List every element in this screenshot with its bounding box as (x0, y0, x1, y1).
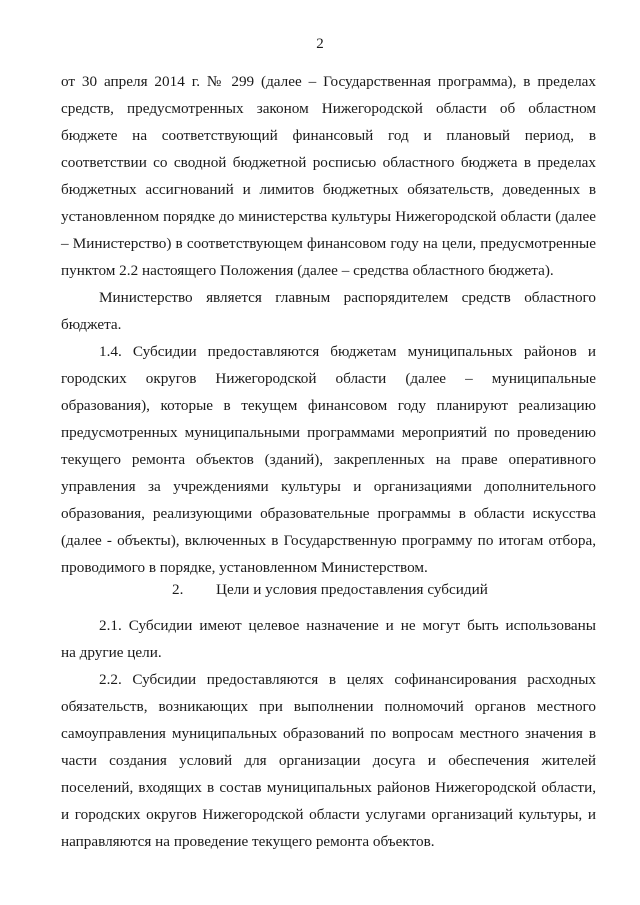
section-number: 2. (172, 581, 184, 598)
text-line: городских округов Нижегородской области (далее – муниципальные (61, 370, 596, 387)
text-line: предусмотренных муниципальными программами мероприятий по проведению (61, 424, 596, 441)
text-line: пунктом 2.2 настоящего Положения (далее – средства областного бюджета). (61, 262, 554, 279)
text-line: 1.4. Субсидии предоставляются бюджетам муниципальных районов и (99, 343, 596, 360)
text-line: от 30 апреля 2014 г. № 299 (далее – Государственная программа), в пределах (61, 73, 596, 90)
text-line: (далее - объекты), включенных в Государственную программу по итогам отбора, (61, 532, 596, 549)
text-line: части создания условий для организации досуга и обеспечения жителей (61, 752, 596, 769)
text-line: управления за учреждениями культуры и организациями дополнительного (61, 478, 596, 495)
text-line: 2.1. Субсидии имеют целевое назначение и не могут быть использованы (99, 617, 596, 634)
text-line: Министерство является главным распорядителем средств областного (99, 289, 596, 306)
text-line: и городских округов Нижегородской области услугами организаций культуры, и (61, 806, 596, 823)
text-line: проводимого в порядке, установленном Министерством. (61, 559, 428, 576)
text-line: поселений, входящих в состав муниципальных районов Нижегородской области, (61, 779, 596, 796)
text-line: текущего ремонта объектов (зданий), закрепленных на праве оперативного (61, 451, 596, 468)
text-line: средств, предусмотренных законом Нижегородской области об областном (61, 100, 596, 117)
text-line: 2.2. Субсидии предоставляются в целях софинансирования расходных (99, 671, 596, 688)
text-line: направляются на проведение текущего ремонта объектов. (61, 833, 435, 850)
text-line: обязательств, возникающих при выполнении полномочий органов местного (61, 698, 596, 715)
text-line: бюджета. (61, 316, 122, 333)
page-number: 2 (316, 36, 324, 52)
text-line: бюджетных ассигнований и лимитов бюджетных обязательств, доведенных в (61, 181, 596, 198)
text-line: образования, реализующими образовательные программы в области искусства (61, 505, 596, 522)
text-line: соответствии со сводной бюджетной росписью областного бюджета в пределах (61, 154, 596, 171)
text-line: – Министерство) в соответствующем финансовом году на цели, предусмотренные (61, 235, 596, 252)
text-line: установленном порядке до министерства культуры Нижегородской области (далее (61, 208, 596, 225)
section-title: Цели и условия предоставления субсидий (216, 581, 488, 598)
text-line: самоуправления муниципальных образований по вопросам местного значения в (61, 725, 596, 742)
text-line: образования), которые в текущем финансовом году планируют реализацию (61, 397, 596, 414)
text-line: бюджете на соответствующий финансовый год и плановый период, в (61, 127, 596, 144)
text-line: на другие цели. (61, 644, 162, 661)
